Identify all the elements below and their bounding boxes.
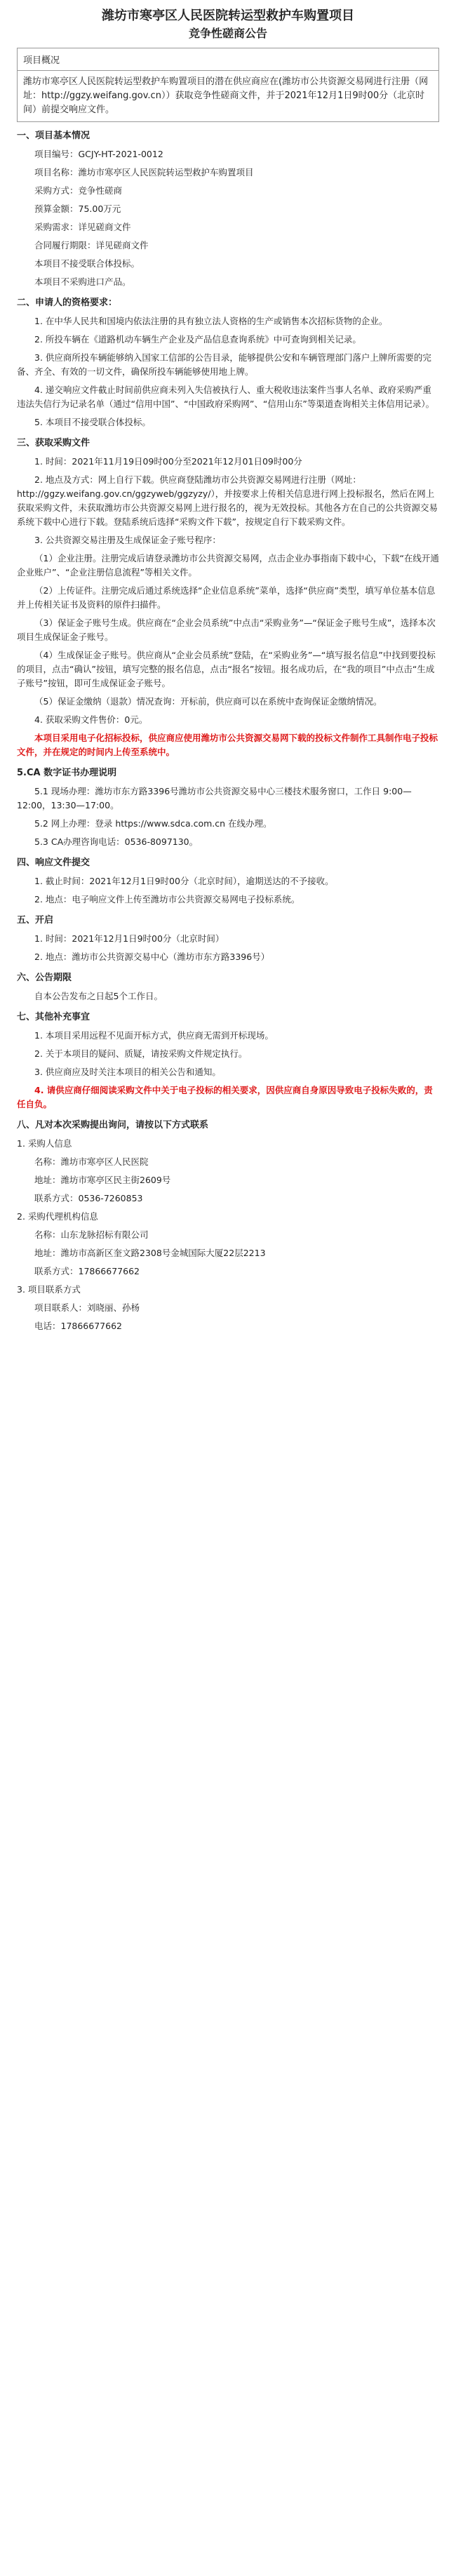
section-heading: 二、申请人的资格要求： [17,298,118,308]
section-paragraph: 3. 公共资源交易注册及生成保证金子账号程序： [34,535,221,545]
section-ca [17,766,439,849]
contact-line: 名称：潍坊市寒亭区人民医院 [34,1156,149,1167]
section-paragraph: 5.1 现场办理：潍坊市东方路3396号潍坊市公共资源交易中心三楼技术服务窗口，工作日 9:00—12:00，13:30—17:00。 [17,786,412,810]
contact-line: 项目联系人：刘晓丽、孙杨 [34,1302,140,1313]
section-paragraph: 5.3 CA办理咨询电话：0536-8097130。 [34,836,199,847]
section-paragraph: 1. 在中华人民共和国境内依法注册的具有独立法人资格的生产或销售本次招标货物的企业。 [34,316,388,326]
section-paragraph: （4）生成保证金子账号。供应商从“企业会员系统”登陆，在“采购业务”—“填写报名信息”中找到要投标的项目，点击“确认”按钮，填写完整的报名信息，点击“报名”按钮。报名成功后，在“我的项目”中点击“生成子账号”按钮，即可生成保证金子账号。 [17,650,436,688]
section-paragraph: 项目名称：潍坊市寒亭区人民医院转运型救护车购置项目 [34,167,254,178]
section-heading: 七、其他补充事宜 [17,1012,90,1022]
page-subtitle: 竞争性磋商公告 [188,27,267,40]
contact-line: 1. 采购人信息 [17,1138,72,1149]
overview-label: 项目概况 [18,48,438,71]
overview-box [17,48,439,122]
section-paragraph: 本项目不采购进口产品。 [34,276,131,287]
section-paragraph: 合同履行期限：详见磋商文件 [34,240,149,251]
section-basic-info [17,129,439,289]
section-paragraph: 3. 供应商所投车辆能够纳入国家工信部的公告目录，能够提供公安和车辆管理部门落户上牌所需要的完备、齐全、有效的一切文件，确保所投车辆能够使用地上牌。 [17,352,431,377]
section-paragraph: 2. 地点及方式：网上自行下载。供应商登陆潍坊市公共资源交易网进行注册（网址：http://ggzy.weifang.gov.cn/ggzyweb/ggzyzy/），并按要求上传相关信息进行网上投标报名，然后在网上获取采购文件，未获取潍坊市公共资源交易网上进行报名的，视为无效投标。其他各方在自己的公共资源交易系统下载中心进行下载。登陆系统后选择“采购文件下载”，按规定自行下载采购文件。 [17,474,438,527]
contact-line: 地址：潍坊市寒亭区民主街2609号 [34,1175,171,1185]
section-heading: 六、公告期限 [17,973,72,983]
section-submission [17,856,439,907]
section-heading: 5.CA 数字证书办理说明 [17,768,117,778]
section-paragraph: 预算金额：75.00万元 [34,203,121,214]
section-paragraph: 2. 所投车辆在《道路机动车辆生产企业及产品信息查询系统》中可查询到相关记录。 [34,334,361,345]
section-paragraph: 自本公告发布之日起5个工作日。 [34,991,163,1001]
section-paragraph: 1. 截止时间：2021年12月1日9时00分（北京时间），逾期送达的不予接收。 [34,876,334,886]
section-paragraph: 3. 供应商应及时关注本项目的相关公告和通知。 [34,1067,221,1077]
section-opening [17,914,439,964]
section-paragraph: 本项目不接受联合体投标。 [34,258,140,269]
section-paragraph: 2. 地点：潍坊市公共资源交易中心（潍坊市东方路3396号） [34,952,270,962]
section-paragraph: 5. 本项目不接受联合体投标。 [34,417,151,427]
section-contacts [17,1119,439,1333]
section-paragraph: 1. 本项目采用远程不见面开标方式，供应商无需到开标现场。 [34,1030,274,1041]
contact-line: 3. 项目联系方式 [17,1284,81,1295]
contact-line: 联系方式：0536-7260853 [34,1193,143,1203]
contact-line: 地址：潍坊市高新区奎文路2308号金城国际大厦22层2213 [34,1248,266,1258]
contact-line: 名称：山东龙脉招标有限公司 [34,1229,149,1240]
section-paragraph: （2）上传证件。注册完成后通过系统选择“企业信息系统”菜单，选择“供应商”类型，填写单位基本信息并上传相关证书及资料的原件扫描件。 [17,585,436,610]
overview-text: 潍坊市寒亭区人民医院转运型救护车购置项目的潜在供应商应在(潍坊市公共资源交易网进行注册（网址：http://ggzy.weifang.gov.cn））获取竞争性磋商文件，并于2021年12月1日9时00分（北京时间）前提交响应文件。 [23,76,429,115]
section-heading: 五、开启 [17,915,54,926]
notice-red-2: 4. 请供应商仔细阅读采购文件中关于电子投标的相关要求，因供应商自身原因导致电子投标失败的，责任自负。 [17,1085,433,1109]
section-paragraph: （1）企业注册。注册完成后请登录潍坊市公共资源交易网，点击企业办事指南下载中心，下载“在线开通企业账户”、“企业注册信息流程”等相关文件。 [17,553,439,578]
contact-line: 电话：17866677662 [34,1321,122,1331]
section-paragraph: 1. 时间：2021年11月19日09时00分至2021年12月01日09时00分 [34,456,302,467]
section-paragraph: 4. 获取采购文件售价：0元。 [34,714,148,725]
section-paragraph: 项目编号：GCJY-HT-2021-0012 [34,149,163,159]
main-content [17,129,439,1333]
section-heading: 一、项目基本情况 [17,131,90,141]
section-paragraph: （3）保证金子账号生成。供应商在“企业会员系统”中点击“采购业务”—“保证金子账号生成”，选择本次项目生成保证金子账号。 [17,618,436,642]
section-paragraph: （5）保证金缴纳（退款）情况查询：开标前，供应商可以在系统中查询保证金缴纳情况。 [34,696,382,707]
contact-line: 2. 采购代理机构信息 [17,1211,98,1222]
section-period [17,971,439,1003]
section-qualifications [17,296,439,429]
section-heading: 四、响应文件提交 [17,857,90,868]
section-paragraph: 采购需求：详见磋商文件 [34,222,131,232]
section-get-documents [17,436,439,727]
section-paragraph: 5.2 网上办理：登录 https://www.sdca.com.cn 在线办理。 [34,818,272,829]
section-other [17,1010,439,1079]
section-paragraph: 采购方式：竞争性磋商 [34,185,123,196]
section-paragraph: 2. 关于本项目的疑问、质疑，请按采购文件规定执行。 [34,1048,248,1059]
page-title: 潍坊市寒亭区人民医院转运型救护车购置项目 [102,8,354,23]
notice-red: 本项目采用电子化招标投标，供应商应使用潍坊市公共资源交易网下载的投标文件制作工具制作电子投标文件，并在规定的时间内上传至系统中。 [17,733,438,757]
contact-line: 联系方式：17866677662 [34,1266,140,1276]
section-heading: 三、获取采购文件 [17,438,90,448]
section-paragraph: 4. 递交响应文件截止时间前供应商未列入失信被执行人、重大税收违法案件当事人名单、政府采购严重违法失信行为记录名单（通过“信用中国”、“中国政府采购网”、“信用山东”等渠道查询相关主体信用记录）。 [17,385,435,409]
section-heading: 八、凡对本次采购提出询问，请按以下方式联系 [17,1120,209,1130]
section-paragraph: 1. 时间：2021年12月1日9时00分（北京时间） [34,933,224,944]
section-paragraph: 2. 地点：电子响应文件上传至潍坊市公共资源交易网电子投标系统。 [34,894,300,905]
